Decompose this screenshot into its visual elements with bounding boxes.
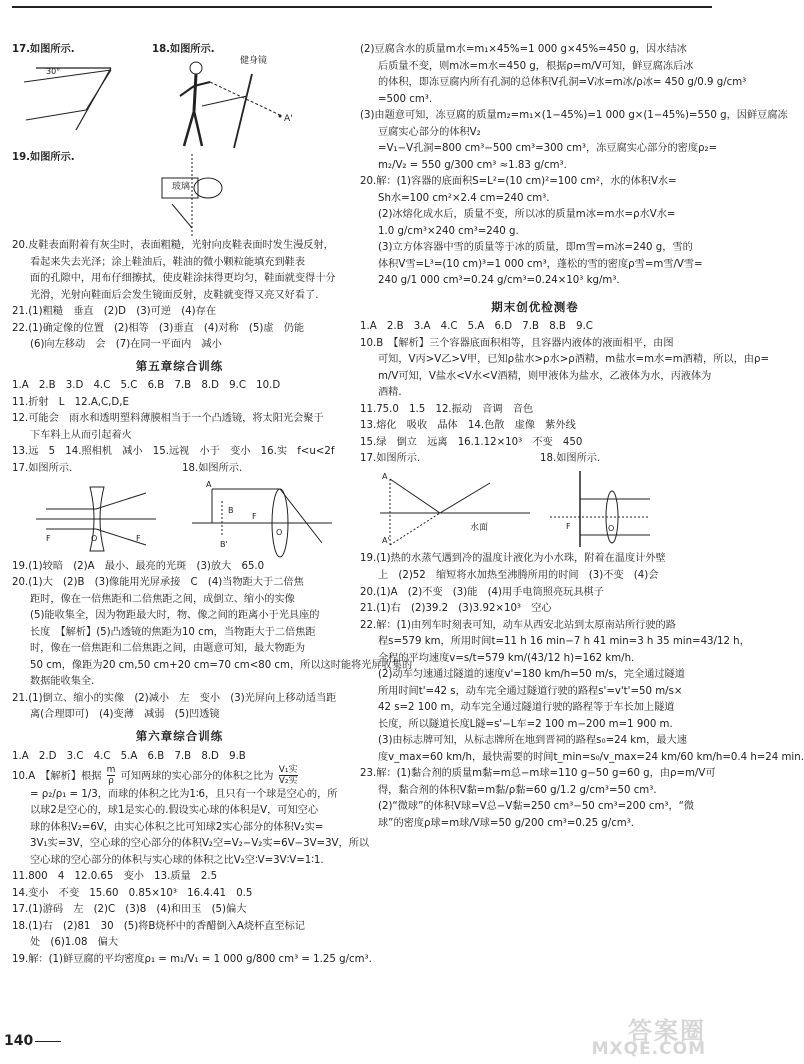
final-q22-line: 42 s=2 100 m，动车完全通过隧道行驶的路程等于车长加上隧道 (378, 702, 675, 714)
svg-text:A': A' (382, 536, 390, 546)
section-final-title: 期末创优检测卷 (491, 299, 579, 314)
q20-snow-line: (2)冰熔化成水后，质量不变，所以冰的质量m冰=m水=ρ水V水= (378, 209, 676, 221)
frac-num: V₁实 (278, 765, 298, 776)
q19-text: 19.如图所示. (12, 152, 75, 163)
watermark-logo: 答案圈 (628, 1017, 706, 1045)
ch6-choice-answers: 1.A 2.D 3.C 4.C 5.A 6.B 7.B 8.D 9.B (12, 750, 246, 762)
final-q19-line: 上 (2)52 缩短将水加热至沸腾所用的时间 (3)不变 (4)会 (378, 570, 659, 581)
q17-18-block (12, 42, 347, 150)
ch5-choice-answers: 1.A 2.B 3.D 4.C 5.C 6.B 7.B 8.D 9.C 10.D (12, 380, 281, 392)
q21-answer: 21.(1)粗糙 垂直 (2)D (3)可逆 (4)存在 (12, 306, 217, 318)
tofu-answer (360, 42, 788, 174)
svg-text:A: A (206, 479, 212, 489)
final-q10-line: 可知，V丙>V乙>V甲，已知ρ盐水>ρ水>ρ酒精，m盐水=m水=m酒精，所以，由ρ= (378, 354, 769, 366)
svg-text:O: O (608, 524, 615, 534)
tofu-line: =500 cm³. (378, 93, 433, 105)
water-reflection-diagram (380, 469, 530, 547)
final-q10-line: 酒精. (378, 387, 402, 399)
ch5-q18-text: 18.如图所示. (182, 462, 243, 474)
final-q19 (360, 551, 710, 584)
svg-text:F: F (566, 522, 571, 532)
final-q19-line: 19.(1)热的水蒸气遇到冷的温度计液化为小水珠，附着在温度计外壁 (360, 553, 666, 565)
ch5-q13: 13.远 5 14.照相机 减小 15.远视 小于 变小 16.实 f<u<2f (12, 446, 335, 458)
section-ch5-title: 第五章综合训练 (135, 358, 224, 373)
q20-snow-line: 体积V雪=L³=(10 cm)³=1 000 cm³，蓬松的雪的密度ρ雪=m雪/V雪= (378, 258, 703, 270)
final-q20: 20.(1)A (2)不变 (3)能 (4)用手电筒照亮玩具棋子 (360, 586, 604, 598)
ch6-q10-b: 可知两球的实心部分的体积之比为 (120, 770, 274, 782)
q20-answer (12, 238, 347, 304)
ch5-q21 (12, 691, 347, 724)
ch5-q17-18-block (12, 461, 347, 559)
final-q23-line: 23.解：(1)黏合剂的质量m黏=m总−m球=110 g−50 g=60 g，由ρ=m/V可 (360, 768, 716, 780)
mirror-angle-diagram (16, 60, 126, 140)
ch5-q21-line: 21.(1)倒立、缩小的实像 (2)减小 左 变小 (3)光屏向上移动适当距 (12, 692, 337, 704)
final-q23 (360, 766, 716, 832)
concave-lens-diagram (36, 479, 156, 555)
gym-mirror-diagram (162, 56, 302, 150)
q22-answer: 22.(1)确定像的位置 (2)相等 (3)垂直 (4)对称 (5)虚 仍能 (12, 322, 305, 334)
svg-text:O: O (276, 527, 283, 537)
tofu-line: 豆腐实心部分的体积V₂ (378, 126, 481, 138)
ch5-q20-line: (5)能收集全，因为物距最大时，物、像之间的距离小于光具座的 (30, 610, 320, 622)
ch5-q12-line: 下车料上从而引起着火 (30, 429, 132, 441)
final-q10 (360, 336, 769, 402)
convex-lens-diagram (192, 479, 332, 555)
volume-ratio-fraction (279, 765, 298, 787)
final-q13: 13.熔化 吸收 晶体 14.色散 虚像 紫外线 (360, 420, 576, 432)
right-column (360, 42, 804, 832)
q20-line: 20.皮鞋表面附着有灰尘时，表面粗糙，光射向皮鞋表面时发生漫反射， (12, 240, 334, 251)
q20-line: 光滑，光射向鞋面后会发生镜面反射，皮鞋就变得又亮又好看了. (30, 289, 319, 301)
tofu-line: 的体积，即冻豆腐内所有孔洞的总体积V孔洞=V冰=m冰/ρ冰= 450 g/0.9 g/cm³ (378, 77, 747, 89)
ch5-q20-line: 长度 【解析】(5)凸透镜的焦距为10 cm，当物距大于二倍焦距 (30, 626, 316, 638)
final-q11: 11.75.0 1.5 12.振动 音调 音色 (360, 403, 534, 415)
frac-den: ρ (108, 776, 114, 787)
final-q22-line: (3)由标志牌可知，从标志牌所在地到晋祠的路程s₀=24 km，最大速 (378, 735, 687, 747)
ch5-q20-line: 距时，像在一倍焦距和二倍焦距之间，成倒立、缩小的实像 (30, 593, 295, 605)
final-q23-line: 球”的密度ρ球=m球/V球=50 g/200 cm³=0.25 g/cm³. (378, 817, 635, 829)
ch5-q20-line: 20.(1)大 (2)B (3)像能用光屏承接 C (4)当物距大于二倍焦 (12, 577, 304, 589)
svg-text:F: F (46, 533, 51, 543)
ch5-q21-line: 离(合理即可) (4)变薄 减弱 (5)凹透镜 (30, 709, 220, 721)
q22-answer-cont: (6)向左移动 会 (7)在同一平面内 减小 (30, 339, 222, 351)
final-q18-text: 18.如图所示. (540, 453, 601, 465)
ch6-q14: 14.变小 不变 15.60 0.85×10³ 16.4.41 0.5 (12, 887, 253, 899)
final-q22-line: 所用时间t'=42 s，动车完全通过隧道行驶的路程s'=v't'=50 m/s× (378, 685, 683, 697)
ch5-q20-line: 50 cm，像距为20 cm,50 cm+20 cm=70 cm<80 cm，所以这时能将光屏收集的 (30, 659, 413, 671)
tofu-line: (2)豆腐含水的质量m水=m₁×45%=1 000 g×45%=450 g，因水结冰 (360, 44, 687, 55)
tofu-line: m₂/V₂ = 550 g/300 cm³ ≈1.83 g/cm³. (378, 159, 567, 171)
tofu-line: (3)由题意可知，冻豆腐的质量m₂=m₁×(1−45%)=1 000 g×(1−45%)=550 g，因鲜豆腐冻 (360, 110, 788, 122)
section-ch6-title: 第六章综合训练 (135, 728, 224, 743)
glass-label: 玻璃 (172, 182, 191, 192)
q20-line: 面的孔隙中，用布仔细擦拭，使皮鞋涂抹得更均匀，鞋面就变得十分 (30, 273, 336, 285)
ch5-q20-line: 时，像在一倍焦距和二倍焦距之间，由题意可知，最大物距为 (30, 643, 306, 655)
ch6-q10-head (12, 765, 347, 787)
ch5-q12-line: 12.可能会 雨水和透明塑料薄膜相当于一个凸透镜，将太阳光会聚于 (12, 413, 324, 425)
watermark-url: MXQE.COM (591, 1039, 706, 1059)
svg-text:30°: 30° (46, 67, 61, 76)
final-q22-line: 程s=579 km，所用时间t=11 h 16 min−7 h 41 min=3 h 35 min=43/12 h， (378, 636, 750, 648)
water-surface-label: 水面 (470, 523, 489, 534)
svg-text:A: A (382, 472, 388, 482)
final-q10-line: m/V可知，V盐水<V水<V酒精，则甲液体为盐水，乙液体为水，丙液体为 (378, 370, 712, 382)
ch6-q10-a: 10.A 【解析】根据 (12, 770, 102, 782)
final-q17-18-block (360, 451, 710, 551)
gym-mirror-label: 健身镜 (240, 56, 268, 66)
svg-text:O: O (91, 533, 98, 543)
svg-text:B: B (228, 505, 234, 515)
final-q22 (360, 618, 804, 767)
tofu-line: 后质量不变，则m冰=m水=450 g，根据ρ=m/V可知，鲜豆腐冻后冰 (378, 60, 694, 72)
ch6-q10-line: 空心球的空心部分的体积与实心球的体积之比V₂空∶V=3V∶V=1∶1. (30, 854, 324, 866)
q19-block (12, 150, 347, 238)
final-q22-line: (2)动车匀速通过隧道的速度v'=180 km/h=50 m/s，完全通过隧道 (378, 669, 685, 681)
ch6-q10-line: 以球2是空心的，球1是实心的.假设实心球的体积是V，可知空心 (30, 805, 319, 817)
ch6-q10-line2: = ρ₂/ρ₁ = 1/3，而球的体积之比为1∶6，且只有一个球是空心的，所 (30, 788, 338, 800)
final-q22-line: 长度，所以隧道长度L隧=s'−L车=2 100 m−200 m=1 900 m. (378, 718, 673, 730)
final-q22-line: 度v_max=60 km/h，最快需要的时间t_min=s₀/v_max=24 km/60 km/h=0.4 h=24 min. (378, 751, 804, 763)
ch6-q17: 17.(1)游码 左 (2)C (3)8 (4)和田玉 (5)偏大 (12, 904, 247, 916)
final-q10-line: 10.B 【解析】三个容器底面积相等，且容器内液体的液面相平，由图 (360, 337, 674, 349)
svg-text:B': B' (220, 539, 228, 549)
ch5-q17-text: 17.如图所示. (12, 462, 73, 474)
image-point-label: A' (284, 114, 293, 124)
ch5-q20 (12, 575, 413, 691)
q20-snow-line: 1.0 g/cm³×240 cm³=240 g. (378, 225, 519, 237)
final-q23-line: (2)“微球”的体积V球=V总−V黏=250 cm³−50 cm³=200 cm³，“微 (378, 801, 695, 813)
q20-snow-answer (360, 174, 710, 290)
final-q21: 21.(1)右 (2)39.2 (3)3.92×10³ 空心 (360, 603, 552, 615)
page-number: 140 (4, 1030, 61, 1053)
ch6-q11: 11.800 4 12.0.65 变小 13.质量 2.5 (12, 871, 218, 883)
q20-snow-line: 20.解：(1)容器的底面积S=L²=(10 cm)²=100 cm²，水的体积V水= (360, 176, 677, 188)
frac-num: m (106, 765, 116, 776)
final-q23-line: 得，黏合剂的体积V黏=m黏/ρ黏=60 g/1.2 g/cm³=50 cm³. (378, 784, 657, 796)
tofu-line: =V₁−V孔洞=800 cm³−500 cm³=300 cm³，冻豆腐实心部分的密度ρ₂= (378, 143, 718, 155)
ch6-q10-line: 球的体积V₂=6V，由实心体积之比可知球2实心部分的体积V₂实= (30, 821, 324, 833)
final-q22-line: 22.解：(1)由列车时刻表可知，动车从西安北站到太原南站所行驶的路 (360, 619, 676, 631)
svg-text:F: F (136, 533, 141, 543)
ch6-q10-line: 3V₁实=3V，空心球的空心部分的体积V₂空=V₂−V₂实=6V−3V=3V，所以 (30, 838, 370, 850)
final-q22-line: 全程的平均速度v=s/t=579 km/(43/12 h)=162 km/h. (378, 652, 635, 664)
ch6-q19: 19.解：(1)鲜豆腐的平均密度ρ₁ = m₁/V₁ = 1 000 g/800 cm³ = 1.25 g/cm³. (12, 953, 372, 965)
frac-den: V₂实 (278, 776, 298, 787)
final-q17-text: 17.如图所示. (360, 453, 421, 465)
glass-diagram (152, 154, 232, 238)
final-choice-answers: 1.A 2.B 3.A 4.C 5.A 6.D 7.B 8.B 9.C (360, 321, 593, 333)
lens-mirror-diagram (550, 469, 650, 549)
q20-snow-line: (3)立方体容器中雪的质量等于冰的质量，即m雪=m冰=240 g，雪的 (378, 242, 693, 254)
ch5-q20-line: 数据能收集全. (30, 676, 95, 688)
final-q15: 15.绿 倒立 远离 16.1.12×10³ 不变 450 (360, 436, 583, 448)
ch6-q18: 18.(1)右 (2)81 30 (5)将B烧杯中的香醋倒入A烧杯直至标记 (12, 920, 305, 932)
q20-line: 看起来失去光泽；涂上鞋油后，鞋油的微小颗粒能填充到鞋表 (30, 256, 306, 268)
density-fraction (107, 765, 116, 787)
top-rule (12, 6, 712, 8)
q20-snow-line: Sh水=100 cm²×2.4 cm=240 cm³. (378, 192, 550, 204)
ch6-q18-cont: 处 (6)1.08 偏大 (30, 937, 119, 949)
ch5-q11: 11.折射 L 12.A,C,D,E (12, 396, 129, 408)
svg-text:F: F (252, 511, 257, 521)
q20-snow-line: 240 g/1 000 cm³=0.24 g/cm³=0.24×10³ kg/m³. (378, 275, 620, 287)
q18-text: 18.如图所示. (152, 44, 215, 55)
q17-text: 17.如图所示. (12, 44, 75, 55)
ch5-q19: 19.(1)较暗 (2)A 最小、最亮的光斑 (3)放大 65.0 (12, 560, 265, 572)
